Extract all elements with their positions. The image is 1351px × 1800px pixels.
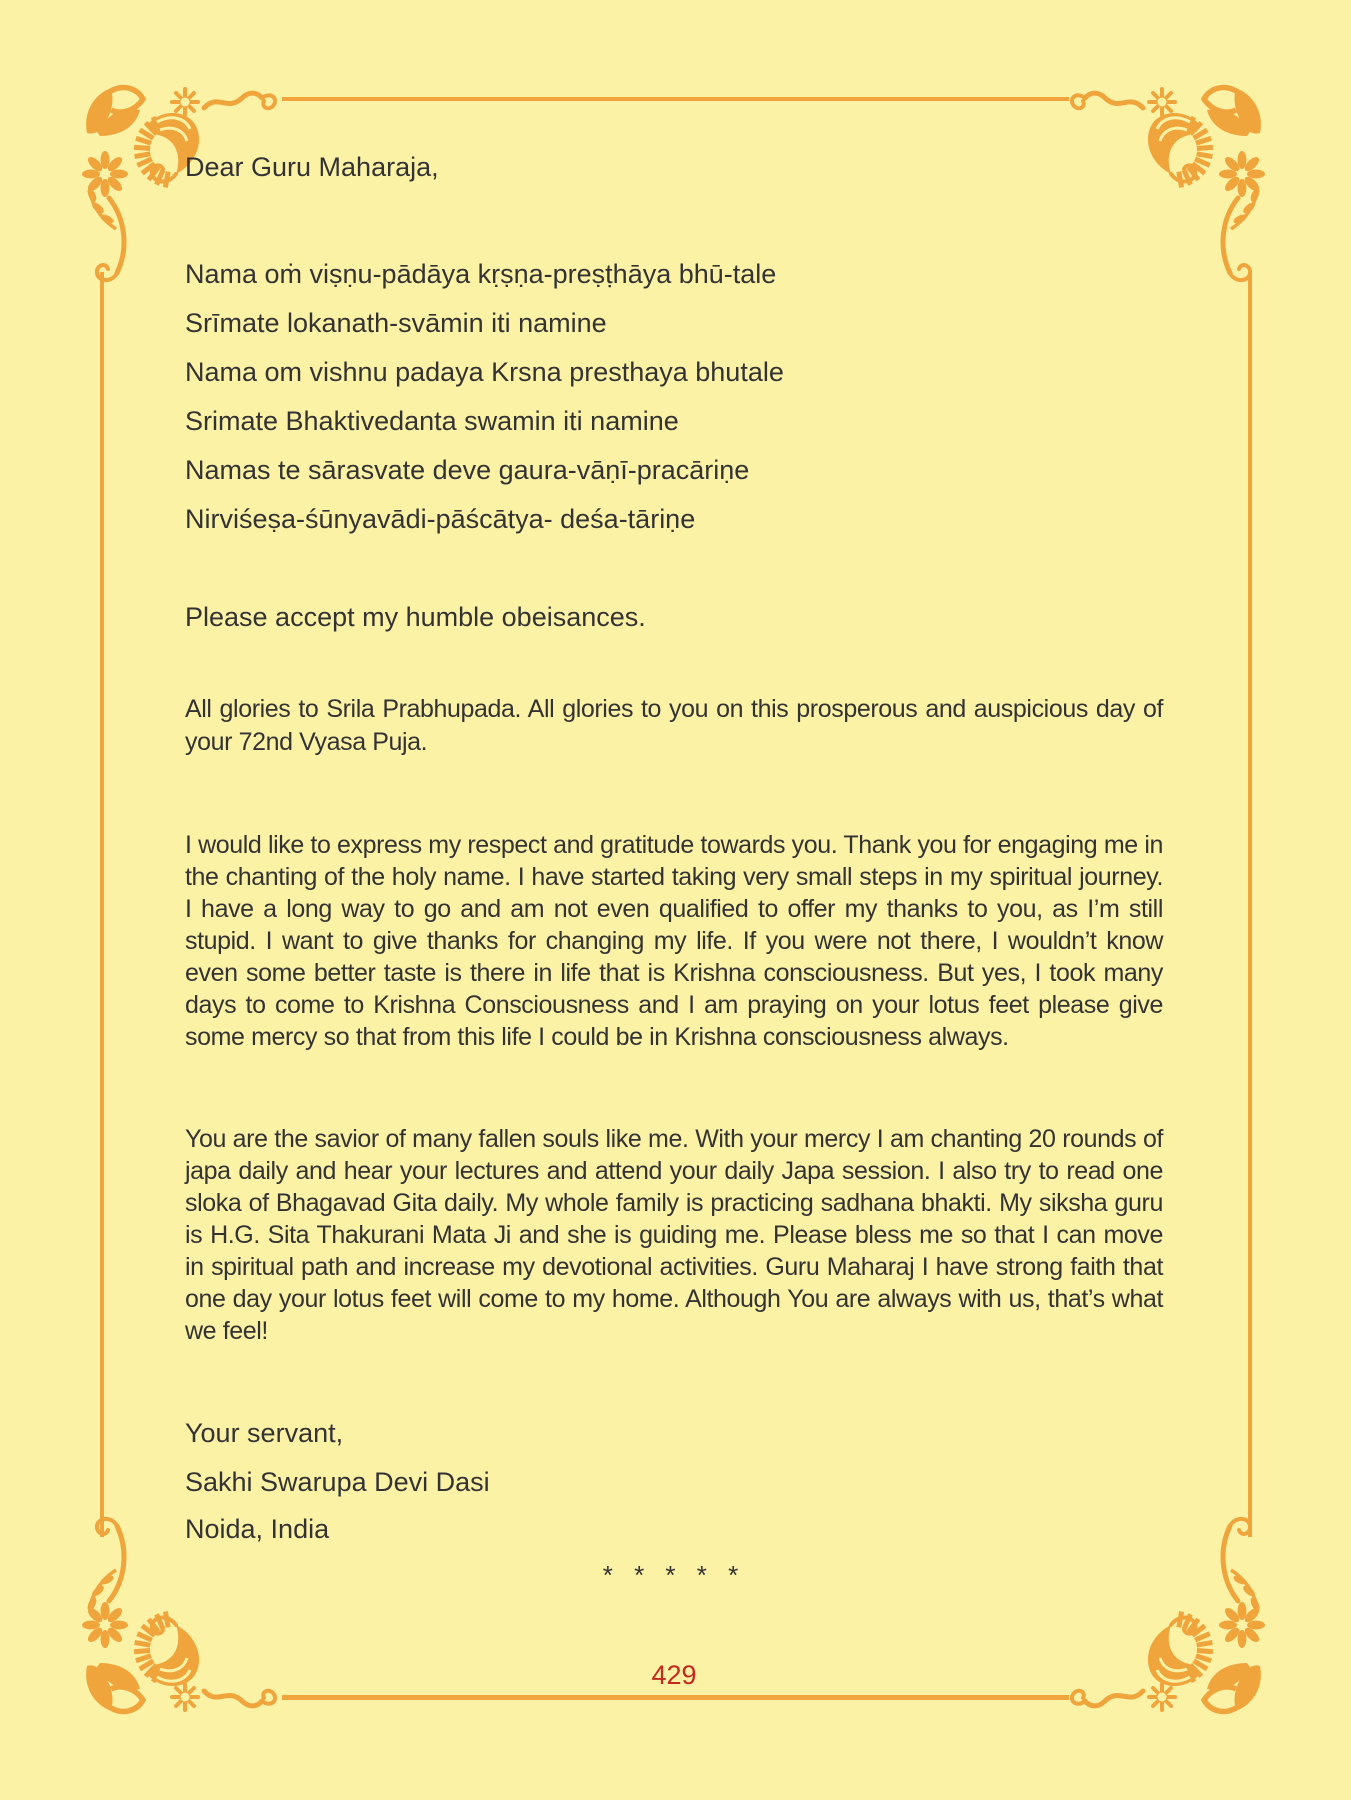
letter-body [185, 150, 1163, 1592]
border-line-left [100, 272, 104, 1537]
letter-paragraph: You are the savior of many fallen souls like me. With your mercy I am chanting 20 rounds of japa daily and hear your lectures and attend your daily Japa session. I also try to read one sloka of Bhagavad Gita daily. My whole family is practicing sadhana bhakti. My siksha guru is H.G. Sita Thakurani Mata Ji and she is guiding me. Please bless me so that I can move in spiritual path and increase my devotional activities. Guru Maharaj I have strong faith that one day your lotus feet will come to my home. Although You are always with us, that’s what we feel! [185, 1125, 1163, 1345]
closing-salutation: Your servant, [185, 1418, 344, 1448]
verse-line: Srīmate lokanath-svāmin iti namine [185, 308, 607, 338]
border-line-right [1248, 272, 1252, 1537]
letter-paragraph: I would like to express my respect and gratitude towards you. Thank you for engaging me in the chanting of the holy name. I have started taking very small steps in my spiritual journey. I have a long way to go and am not even qualified to offer my thanks to you, as I’m still stupid. I want to give thanks for changing my life. If you were not there, I wouldn’t know even some better taste is there in life that is Krishna consciousness. But yes, I took many days to come to Krishna Consciousness and I am praying on your lotus feet please give some mercy so that from this life I could be in Krishna consciousness always. [185, 831, 1163, 1051]
invocation-verses [185, 250, 1163, 544]
letter-greeting: Dear Guru Maharaja, [185, 152, 439, 182]
verse-line: Namas te sārasvate deve gaura-vāṇī-pracāriṇe [185, 455, 750, 485]
page-number: 429 [651, 1660, 697, 1690]
closing-author-name: Sakhi Swarupa Devi Dasi [185, 1467, 490, 1497]
closing-location: Noida, India [185, 1514, 330, 1544]
obeisance-line: Please accept my humble obeisances. [185, 602, 646, 632]
border-line-top [282, 97, 1069, 101]
verse-line: Nama om vishnu padaya Krsna presthaya bhutale [185, 357, 784, 387]
verse-line: Nirviśeṣa-śūnyavādi-pāścātya- deśa-tāriṇe [185, 504, 696, 534]
border-line-bottom [282, 1695, 1069, 1700]
verse-line: Srimate Bhaktivedanta swamin iti namine [185, 406, 679, 436]
separator-stars: * * * * * [602, 1560, 746, 1590]
glories-paragraph: All glories to Srila Prabhupada. All glories to you on this prosperous and auspicious day of your 72nd Vyasa Puja. [185, 695, 1163, 756]
verse-line: Nama oṁ viṣṇu-pādāya kṛṣṇa-preṣṭhāya bhū-tale [185, 259, 777, 289]
